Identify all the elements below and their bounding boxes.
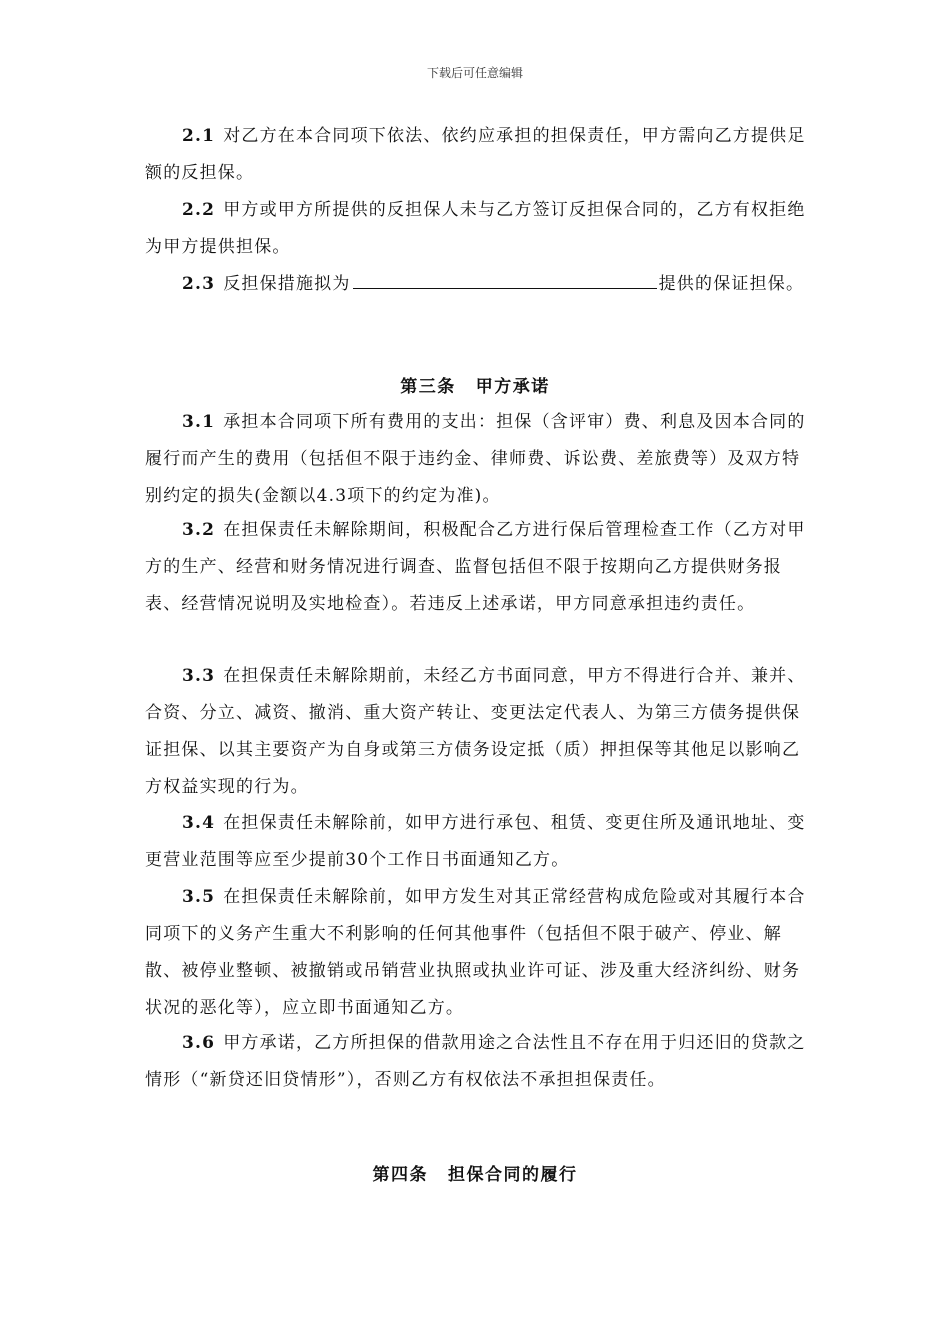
clause-number: 3.2 <box>182 520 216 540</box>
clause-number: 2.1 <box>182 126 216 146</box>
clause-number: 3.6 <box>182 1033 216 1053</box>
clause-text: 对乙方在本合同项下依法、依约应承担的担保责任，甲方需向乙方提供足额的反担保。 <box>145 126 806 183</box>
clause-3-6 <box>145 1025 815 1099</box>
page-header: 下载后可任意编辑 <box>426 66 523 80</box>
clause-2-1 <box>145 118 815 192</box>
fill-in-blank <box>353 270 657 289</box>
clause-text: 甲方承诺，乙方所担保的借款用途之合法性且不存在用于归还旧的贷款之情形（“新贷还旧贷情形”），否则乙方有权依法不承担担保责任。 <box>145 1033 806 1090</box>
article-number: 第三条 <box>400 377 456 397</box>
clause-text: 承担本合同项下所有费用的支出：担保（含评审）费、利息及因本合同的履行而产生的费用（包括但不限于违约金、律师费、诉讼费、差旅费等）及双方特别约定的损失(金额以4.3项下的约定为准)。 <box>145 412 806 506</box>
clause-text: 在担保责任未解除期前，未经乙方书面同意，甲方不得进行合并、兼并、合资、分立、减资、撤消、重大资产转让、变更法定代表人、为第三方债务提供保证担保、以其主要资产为自身或第三方债务设定抵（质）押担保等其他足以影响乙方权益实现的行为。 <box>145 666 806 797</box>
clause-3-3 <box>145 658 815 806</box>
clause-number: 3.1 <box>182 412 216 432</box>
clause-2-3 <box>145 266 815 303</box>
clause-text: 在担保责任未解除前，如甲方进行承包、租赁、变更住所及通讯地址、变更营业范围等应至少提前30个工作日书面通知乙方。 <box>145 813 806 870</box>
clause-3-1 <box>145 404 815 515</box>
clause-text-before: 反担保措施拟为 <box>223 274 351 294</box>
article-title: 甲方承诺 <box>475 377 550 397</box>
clause-number: 3.3 <box>182 666 216 686</box>
clause-number: 3.4 <box>182 813 216 833</box>
clause-number: 2.2 <box>182 200 216 220</box>
clause-text: 在担保责任未解除期间，积极配合乙方进行保后管理检查工作（乙方对甲方的生产、经营和财务情况进行调查、监督包括但不限于按期向乙方提供财务报表、经营情况说明及实地检查）。若违反上述承诺，甲方同意承担违约责任。 <box>145 520 806 614</box>
clause-3-5 <box>145 879 815 1027</box>
article-number: 第四条 <box>372 1165 428 1185</box>
clause-2-2 <box>145 192 815 266</box>
clause-3-2 <box>145 512 815 623</box>
clause-text-after: 提供的保证担保。 <box>658 274 805 294</box>
clause-number: 3.5 <box>182 887 216 907</box>
article-title: 担保合同的履行 <box>448 1165 578 1185</box>
clause-text: 甲方或甲方所提供的反担保人未与乙方签订反担保合同的，乙方有权拒绝为甲方提供担保。 <box>145 200 806 257</box>
clause-number: 2.3 <box>182 274 216 294</box>
article-3-heading <box>0 372 950 397</box>
clause-3-4 <box>145 805 815 879</box>
clause-text: 在担保责任未解除前，如甲方发生对其正常经营构成危险或对其履行本合同项下的义务产生重大不利影响的任何其他事件（包括但不限于破产、停业、解散、被停业整顿、被撤销或吊销营业执照或执业许可证、涉及重大经济纠纷、财务状况的恶化等），应立即书面通知乙方。 <box>145 887 806 1018</box>
article-4-heading <box>0 1160 950 1185</box>
